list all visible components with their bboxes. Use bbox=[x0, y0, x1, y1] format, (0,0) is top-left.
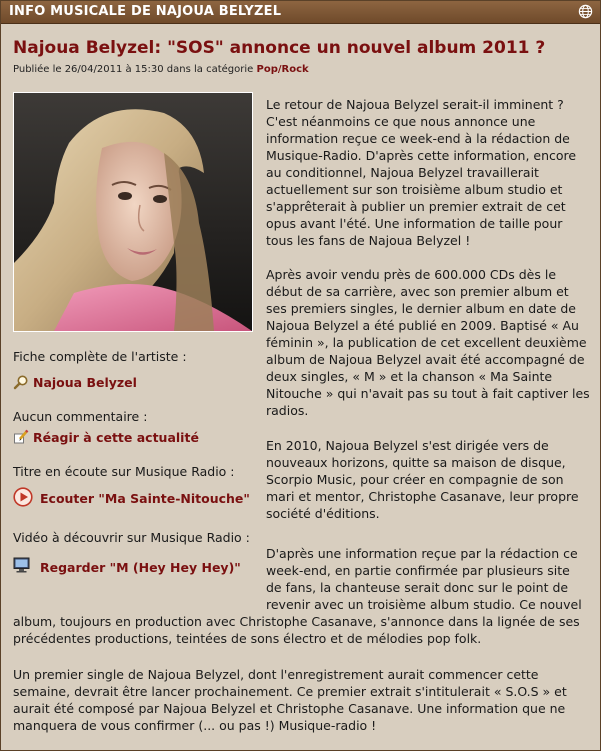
comment-label: Aucun commentaire : bbox=[13, 409, 148, 424]
artist-link[interactable]: Najoua Belyzel bbox=[33, 375, 137, 390]
listen-label: Titre en écoute sur Musique Radio : bbox=[13, 464, 235, 479]
paragraph-4-intro: D'après une information reçue par la rédaction ce week-end, en partie confirmée par plusieurs site de fans, la chanteuse serait donc sur le point de revenir avec un troisième album studio. Ce nouvel bbox=[266, 546, 582, 612]
listen-link[interactable]: Ecouter "Ma Sainte-Nitouche" bbox=[40, 491, 250, 506]
paragraph-2: Après avoir vendu près de 600.000 CDs dès le début de sa carrière, avec son premier album et ses premiers singles, le dernier album en date de Najoua Belyzel a été publié en 2009. Baptisé « Au féminin », la publication de cet excellent deuxième album de Najoua Belyzel avait été accompagné de deux singles, « M » et la chanson « Ma Sainte Nitouche » qui n'avait pas su tout à fait captiver les radios. bbox=[266, 267, 590, 418]
play-icon bbox=[13, 487, 33, 507]
article-title: Najoua Belyzel: "SOS" annonce un nouvel album 2011 ? bbox=[13, 38, 546, 58]
panel-header bbox=[1, 1, 600, 24]
pencil-note-icon bbox=[13, 429, 29, 445]
category-link[interactable]: Pop/Rock bbox=[256, 64, 309, 75]
video-label: Vidéo à découvrir sur Musique Radio : bbox=[13, 530, 250, 545]
panel-title: INFO MUSICALE DE NAJOUA BELYZEL bbox=[9, 4, 282, 19]
publish-info: Publiée le 26/04/2011 à 15:30 dans la catégorie bbox=[13, 64, 254, 75]
magnifier-icon bbox=[13, 374, 29, 390]
video-link[interactable]: Regarder "M (Hey Hey Hey)" bbox=[40, 560, 241, 575]
paragraph-4-continued: album, toujours en production avec Christophe Casanave, s'annonce dans la lignée de ses précédentes productions, teintées de sons électro et de mélodies pop folk. bbox=[13, 614, 580, 646]
paragraph-1: Le retour de Najoua Belyzel serait-il imminent ? C'est néanmoins ce que nous annonce une information reçue ce week-end à la rédaction de Musique-Radio. D'après cette information, encore au conditionnel, Najoua Belyzel travaillerait actuellement sur son troisième album studio et s'apprêterait à publier un premier extrait de cet opus avant l'été. Une information de taille pour tous les fans de Najoua Belyzel ! bbox=[266, 97, 577, 248]
paragraph-5: Un premier single de Najoua Belyzel, dont l'enregistrement aurait commencer cette semaine, devrait être lancer prochainement. Ce premier extrait s'intitulerait « S.O.S » et aurait été composé par Najoua Belyzel et Christophe Casanave. Une information que ne manquera de vous confirmer (... ou pas !) Musique-radio ! bbox=[13, 667, 567, 733]
monitor-icon bbox=[13, 557, 33, 573]
artist-label: Fiche complète de l'artiste : bbox=[13, 349, 187, 364]
comment-link[interactable]: Réagir à cette actualité bbox=[33, 430, 199, 445]
artist-photo bbox=[13, 92, 253, 332]
article-meta bbox=[13, 64, 309, 75]
paragraph-3: En 2010, Najoua Belyzel s'est dirigée vers de nouveaux horizons, quitte sa maison de disque, Scorpio Music, pour créer en compagnie de son mari et mentor, Christophe Casanave, leur propre société d'éditions. bbox=[266, 438, 579, 521]
globe-icon[interactable] bbox=[578, 4, 593, 19]
